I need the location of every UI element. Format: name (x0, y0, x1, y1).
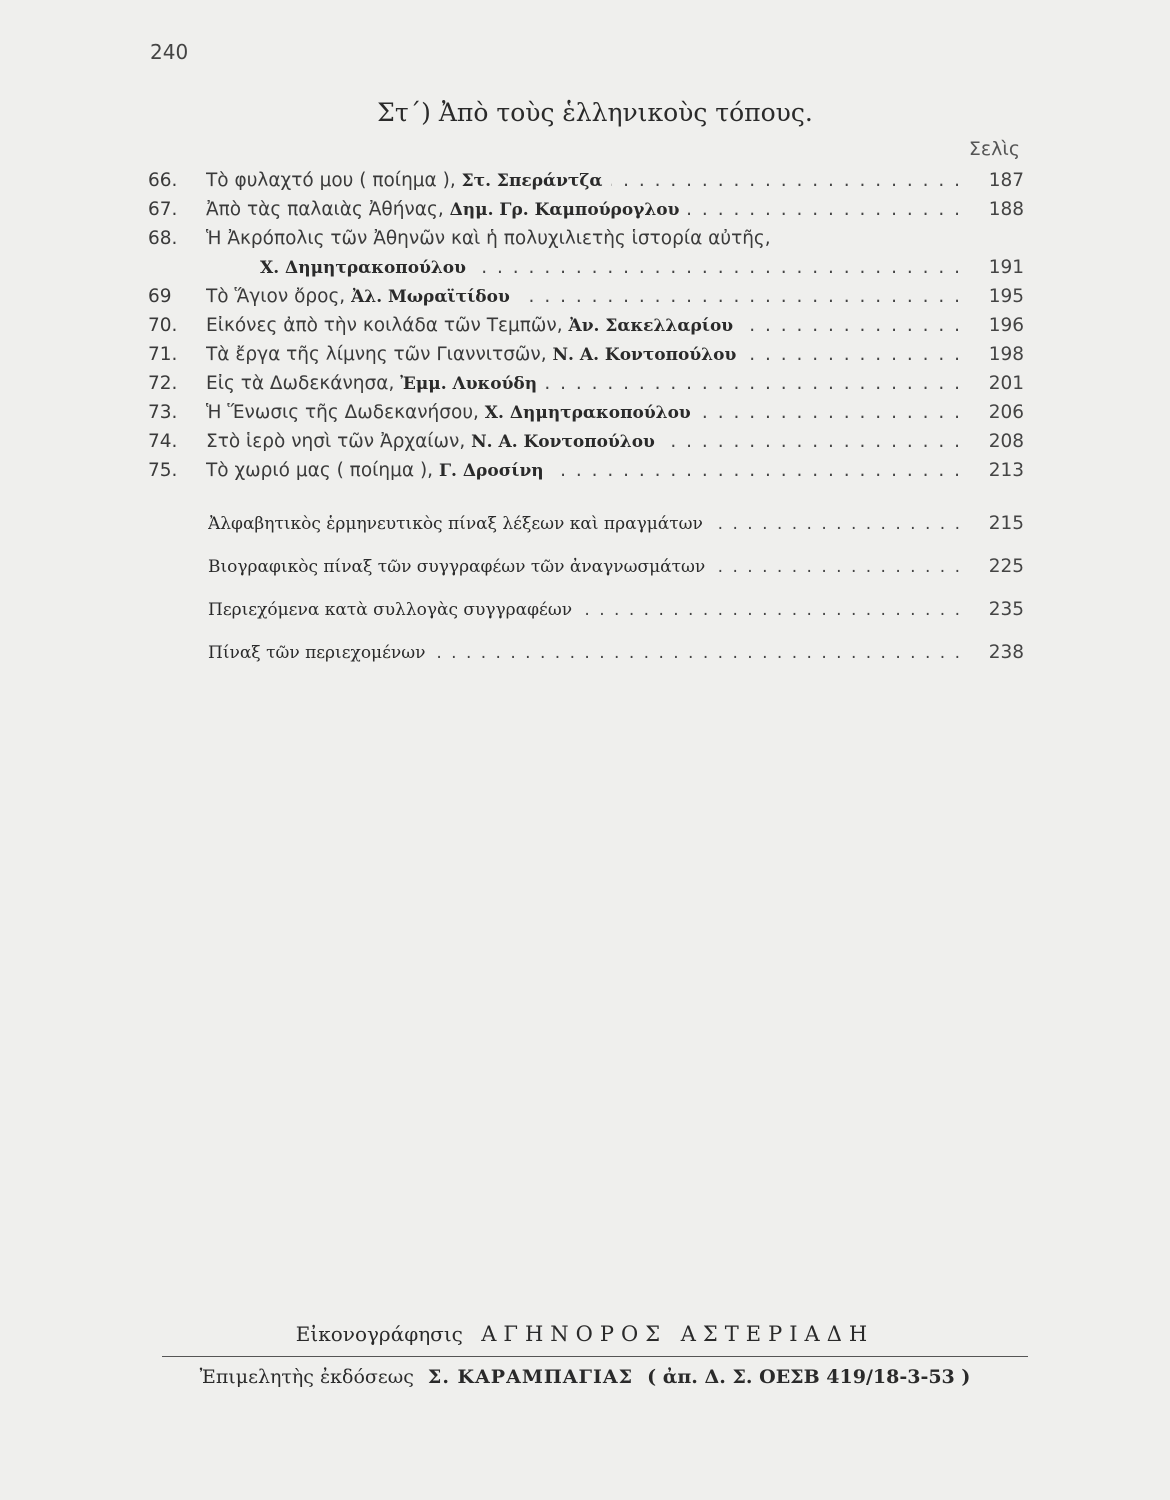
index-list (148, 510, 1024, 682)
toc-entry-75 (148, 456, 1024, 485)
pages-column-header: Σελὶς (968, 138, 1020, 160)
page-number: 240 (150, 40, 189, 64)
entry-author: Στ. Σπεράντζα (461, 171, 603, 191)
approval-note: ( ἀπ. Δ. Σ. ΟΕΣΒ 419/18-3-53 ) (647, 1366, 971, 1388)
index-page: 238 (988, 642, 1024, 663)
section-title: Στ΄) Ἀπὸ τοὺς ἑλληνικοὺς τόπους. (377, 98, 813, 127)
entry-title: Στὸ ἱερὸ νησὶ τῶν Ἀρχαίων, (206, 431, 472, 452)
entry-number: 71. (148, 344, 178, 365)
toc-entry-74 (148, 427, 1024, 456)
entry-number: 70. (148, 315, 178, 336)
editor-label: Ἐπιμελητὴς ἐκδόσεως (199, 1366, 414, 1388)
entry-page: 196 (988, 315, 1024, 336)
entry-page: 206 (988, 402, 1024, 423)
footer-divider (162, 1356, 1028, 1357)
entry-author: Χ. Δημητρακοπούλου (260, 258, 466, 278)
entry-page: 213 (988, 460, 1024, 481)
toc-entry-68-continuation (148, 253, 1024, 282)
index-entry-by-author (148, 596, 1024, 639)
entry-number: 69 (148, 286, 172, 307)
index-page: 225 (988, 556, 1024, 577)
entry-number: 72. (148, 373, 178, 394)
toc-entry-69 (148, 282, 1024, 311)
index-title: Βιογραφικὸς πίναξ τῶν συγγραφέων τῶν ἀναγνωσμάτων (208, 557, 713, 577)
index-title: Πίναξ τῶν περιεχομένων (208, 643, 433, 663)
entry-number: 67. (148, 199, 178, 220)
entry-page: 208 (988, 431, 1024, 452)
index-entry-alphabetical (148, 510, 1024, 553)
entry-title: Ἡ Ἕνωσις τῆς Δωδεκανήσου, (206, 402, 485, 423)
entry-page: 198 (988, 344, 1024, 365)
toc-entry-71 (148, 340, 1024, 369)
toc-entry-73 (148, 398, 1024, 427)
index-title: Περιεχόμενα κατὰ συλλογὰς συγγραφέων (208, 600, 580, 620)
entry-title: Τὰ ἔργα τῆς λίμνης τῶν Γιαννιτσῶν, (206, 344, 553, 365)
index-title: Ἀλφαβητικὸς ἑρμηνευτικὸς πίναξ λέξεων καὶ πραγμάτων (208, 514, 711, 534)
entry-number: 74. (148, 431, 178, 452)
illustrator-name: ΑΓΗΝΟΡΟΣ ΑΣΤΕΡΙΑΔΗ (481, 1322, 875, 1346)
index-page: 235 (988, 599, 1024, 620)
index-entry-biographical (148, 553, 1024, 596)
edition-credit (0, 1366, 1170, 1388)
entry-author: Δημ. Γρ. Καμπούρογλου (449, 200, 680, 220)
toc-entry-72 (148, 369, 1024, 398)
toc-entry-68 (148, 224, 1024, 253)
entry-author: Ἀλ. Μωραϊτίδου (351, 287, 510, 307)
index-page: 215 (988, 513, 1024, 534)
toc-entry-70 (148, 311, 1024, 340)
entry-title: Ἀπὸ τὰς παλαιὰς Ἀθήνας, (206, 199, 450, 220)
entry-title: Ἡ Ἀκρόπολις τῶν Ἀθηνῶν καὶ ἡ πολυχιλιετὴς ἱστορία αὐτῆς, (206, 228, 771, 249)
entry-author: Ἐμμ. Λυκούδη (400, 374, 538, 394)
entry-number: 73. (148, 402, 178, 423)
entry-author: Ν. Α. Κοντοπούλου (552, 345, 737, 365)
illustration-label: Εἰκονογράφησις (295, 1322, 463, 1346)
entry-page: 201 (988, 373, 1024, 394)
entry-title: Εἰκόνες ἀπὸ τὴν κοιλάδα τῶν Τεμπῶν, (206, 315, 569, 336)
entry-title: Τὸ Ἅγιον ὄρος, (206, 286, 352, 307)
entry-title: Τὸ χωριό μας ( ποίημα ), (206, 460, 439, 481)
entry-author: Ν. Α. Κοντοπούλου (471, 432, 655, 452)
entry-page: 195 (988, 286, 1024, 307)
entry-author: Χ. Δημητρακοπούλου (484, 403, 691, 423)
entry-number: 75. (148, 460, 178, 481)
illustration-credit (0, 1322, 1170, 1346)
toc-entry-67 (148, 195, 1024, 224)
entry-author: Γ. Δροσίνη (438, 461, 544, 481)
entry-author: Ἀν. Σακελλαρίου (568, 316, 734, 336)
publisher-name: Σ. ΚΑΡΑΜΠΑΓΙΑΣ (427, 1366, 634, 1388)
table-of-contents (148, 166, 1024, 485)
toc-entry-66 (148, 166, 1024, 195)
entry-title: Εἰς τὰ Δωδεκάνησα, (206, 373, 401, 394)
entry-page: 187 (988, 170, 1024, 191)
entry-page: 191 (988, 257, 1024, 278)
entry-number: 68. (148, 228, 178, 249)
entry-number: 66. (148, 170, 178, 191)
entry-page: 188 (988, 199, 1024, 220)
entry-title: Τὸ φυλαχτό μου ( ποίημα ), (206, 170, 462, 191)
index-entry-contents (148, 639, 1024, 682)
